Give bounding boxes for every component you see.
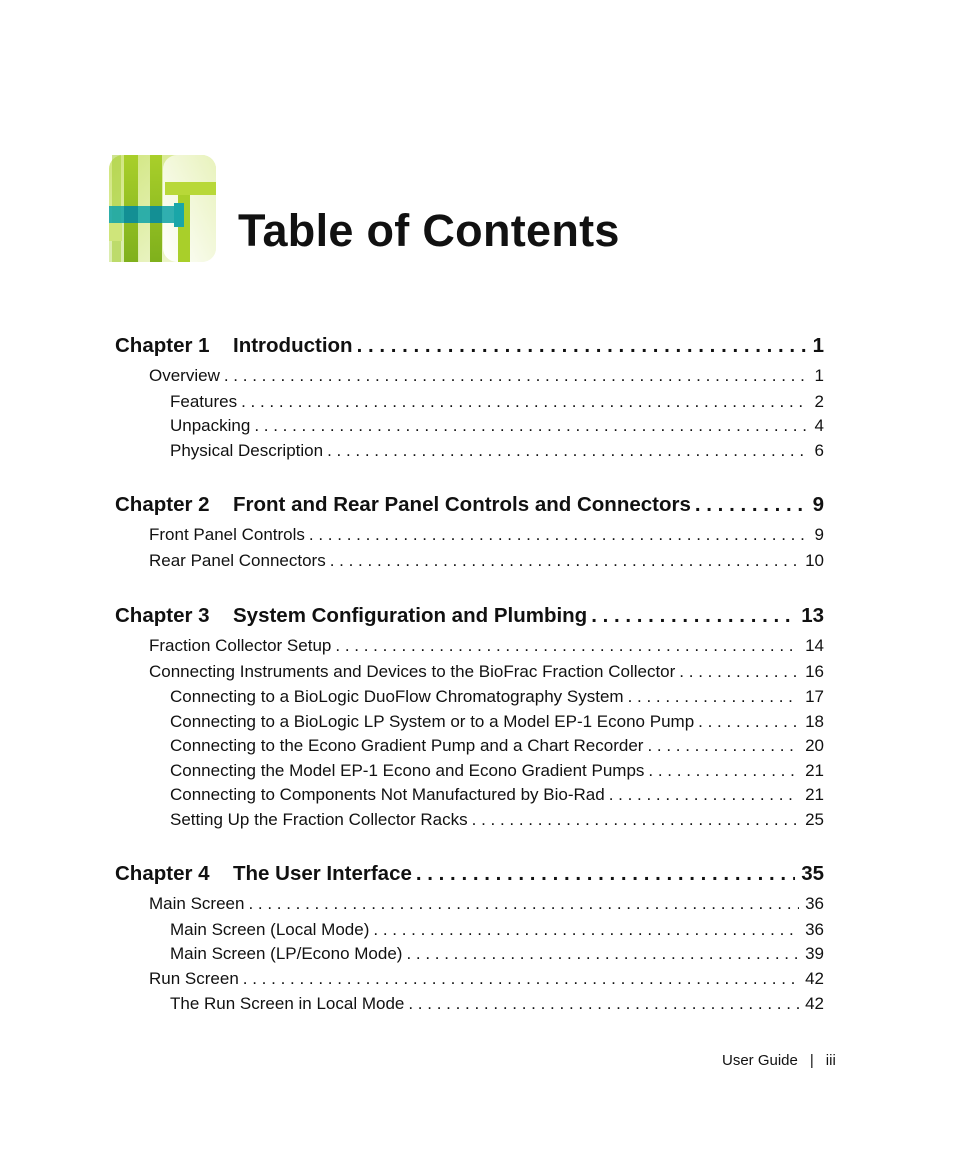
footer-label: User Guide — [722, 1052, 798, 1069]
dot-leader — [628, 687, 800, 707]
toc-entry[interactable] — [115, 687, 824, 712]
dot-leader — [357, 334, 807, 358]
page-number: 17 — [805, 687, 824, 706]
page-number: 39 — [805, 944, 824, 963]
dot-leader — [472, 810, 799, 830]
dot-leader — [224, 366, 809, 386]
toc-entry[interactable] — [115, 525, 824, 551]
dot-leader — [609, 785, 799, 805]
entry-title: Main Screen (LP/Econo Mode) — [170, 944, 403, 963]
entry-title: Front Panel Controls — [149, 525, 305, 544]
page-number: 18 — [805, 711, 824, 731]
dot-leader — [406, 944, 799, 964]
chapter-title: System Configuration and Plumbing — [233, 604, 588, 627]
dot-leader — [335, 636, 799, 656]
chapter-number: Chapter 3 — [115, 604, 210, 627]
chapter-4-section — [115, 862, 824, 1019]
dot-leader — [330, 551, 799, 571]
entry-title: Unpacking — [170, 416, 251, 435]
page-number: 21 — [805, 785, 824, 804]
toc-entry[interactable] — [115, 662, 824, 688]
page-number: 6 — [814, 440, 824, 460]
entry-title: Main Screen (Local Mode) — [170, 919, 370, 939]
chapter-heading[interactable] — [115, 604, 824, 634]
entry-title: Rear Panel Connectors — [149, 550, 326, 570]
dot-leader — [373, 920, 799, 940]
chapter-number: Chapter 2 — [115, 493, 210, 516]
page-number: 14 — [805, 636, 824, 655]
toc-entry[interactable] — [115, 920, 824, 945]
dot-leader — [241, 392, 808, 412]
toc-entry[interactable] — [115, 392, 824, 417]
chapter-title: Front and Rear Panel Controls and Connectors — [233, 493, 691, 516]
dot-leader — [591, 604, 795, 628]
entry-title: The Run Screen in Local Mode — [170, 994, 405, 1013]
page-number: 35 — [801, 862, 824, 885]
toc-entry[interactable] — [115, 810, 824, 835]
footer-separator: | — [809, 1052, 814, 1069]
page-number: 10 — [805, 550, 824, 570]
footer-page-number: iii — [825, 1052, 836, 1069]
toc-entry[interactable] — [115, 551, 824, 577]
toc-entry[interactable] — [115, 761, 824, 786]
dot-leader — [698, 712, 799, 732]
chapter-number: Chapter 1 — [115, 334, 210, 357]
entry-title: Overview — [149, 366, 220, 385]
page-number: 42 — [805, 994, 824, 1013]
page-number: 2 — [814, 391, 824, 411]
page-number: 25 — [805, 809, 824, 829]
page-number: 36 — [805, 894, 824, 913]
page-number: 20 — [805, 736, 824, 755]
dot-leader — [309, 525, 809, 545]
table-of-contents — [115, 334, 824, 1047]
dot-leader — [327, 441, 808, 461]
page-number: 42 — [805, 968, 824, 988]
toc-entry[interactable] — [115, 441, 824, 466]
chapter-1-section — [115, 334, 824, 465]
chapter-heading[interactable] — [115, 493, 824, 523]
entry-title: Connecting to a BioLogic LP System or to a Model EP-1 Econo Pump — [170, 711, 695, 731]
dot-leader — [695, 493, 807, 517]
entry-title: Physical Description — [170, 440, 324, 460]
dot-leader — [416, 862, 795, 886]
toc-entry[interactable] — [115, 994, 824, 1019]
entry-title: Main Screen — [149, 894, 245, 913]
chapter-number: Chapter 4 — [115, 862, 210, 885]
page-number: 16 — [805, 661, 824, 681]
page-number: 9 — [812, 493, 824, 516]
toc-entry[interactable] — [115, 366, 824, 392]
chapter-title: The User Interface — [233, 862, 412, 885]
dot-leader — [679, 662, 799, 682]
dot-leader — [243, 969, 799, 989]
entry-title: Connecting to a BioLogic DuoFlow Chromatography System — [170, 687, 624, 706]
toc-entry[interactable] — [115, 736, 824, 761]
page-number: 1 — [814, 366, 824, 385]
page-number: 4 — [814, 416, 824, 435]
entry-title: Connecting to the Econo Gradient Pump and a Chart Recorder — [170, 736, 644, 755]
entry-title: Run Screen — [149, 968, 239, 988]
toc-entry[interactable] — [115, 944, 824, 969]
entry-title: Connecting the Model EP-1 Econo and Econo Gradient Pumps — [170, 760, 645, 780]
toc-entry[interactable] — [115, 969, 824, 995]
entry-title: Connecting to Components Not Manufactured by Bio-Rad — [170, 785, 605, 804]
chapter-heading[interactable] — [115, 862, 824, 892]
page-number: 36 — [805, 919, 824, 939]
entry-title: Features — [170, 391, 238, 411]
page-footer — [722, 1052, 836, 1069]
toc-entry[interactable] — [115, 416, 824, 441]
page-number: 1 — [812, 334, 824, 357]
page-number: 13 — [801, 604, 824, 627]
page-number: 9 — [814, 525, 824, 544]
entry-title: Setting Up the Fraction Collector Racks — [170, 809, 468, 829]
page-title: Table of Contents — [238, 205, 620, 256]
dot-leader — [648, 761, 799, 781]
page-number: 21 — [805, 760, 824, 780]
toc-entry[interactable] — [115, 636, 824, 662]
entry-title: Connecting Instruments and Devices to the BioFrac Fraction Collector — [149, 661, 676, 681]
toc-entry[interactable] — [115, 894, 824, 920]
toc-entry[interactable] — [115, 712, 824, 737]
entry-title: Fraction Collector Setup — [149, 636, 332, 655]
dot-leader — [248, 894, 799, 914]
dot-leader — [408, 994, 799, 1014]
brand-logo-icon — [109, 155, 216, 262]
chapter-2-section — [115, 493, 824, 576]
chapter-3-section — [115, 604, 824, 834]
chapter-heading[interactable] — [115, 334, 824, 364]
dot-leader — [254, 416, 808, 436]
toc-entry[interactable] — [115, 785, 824, 810]
chapter-title: Introduction — [233, 334, 353, 357]
dot-leader — [647, 736, 799, 756]
